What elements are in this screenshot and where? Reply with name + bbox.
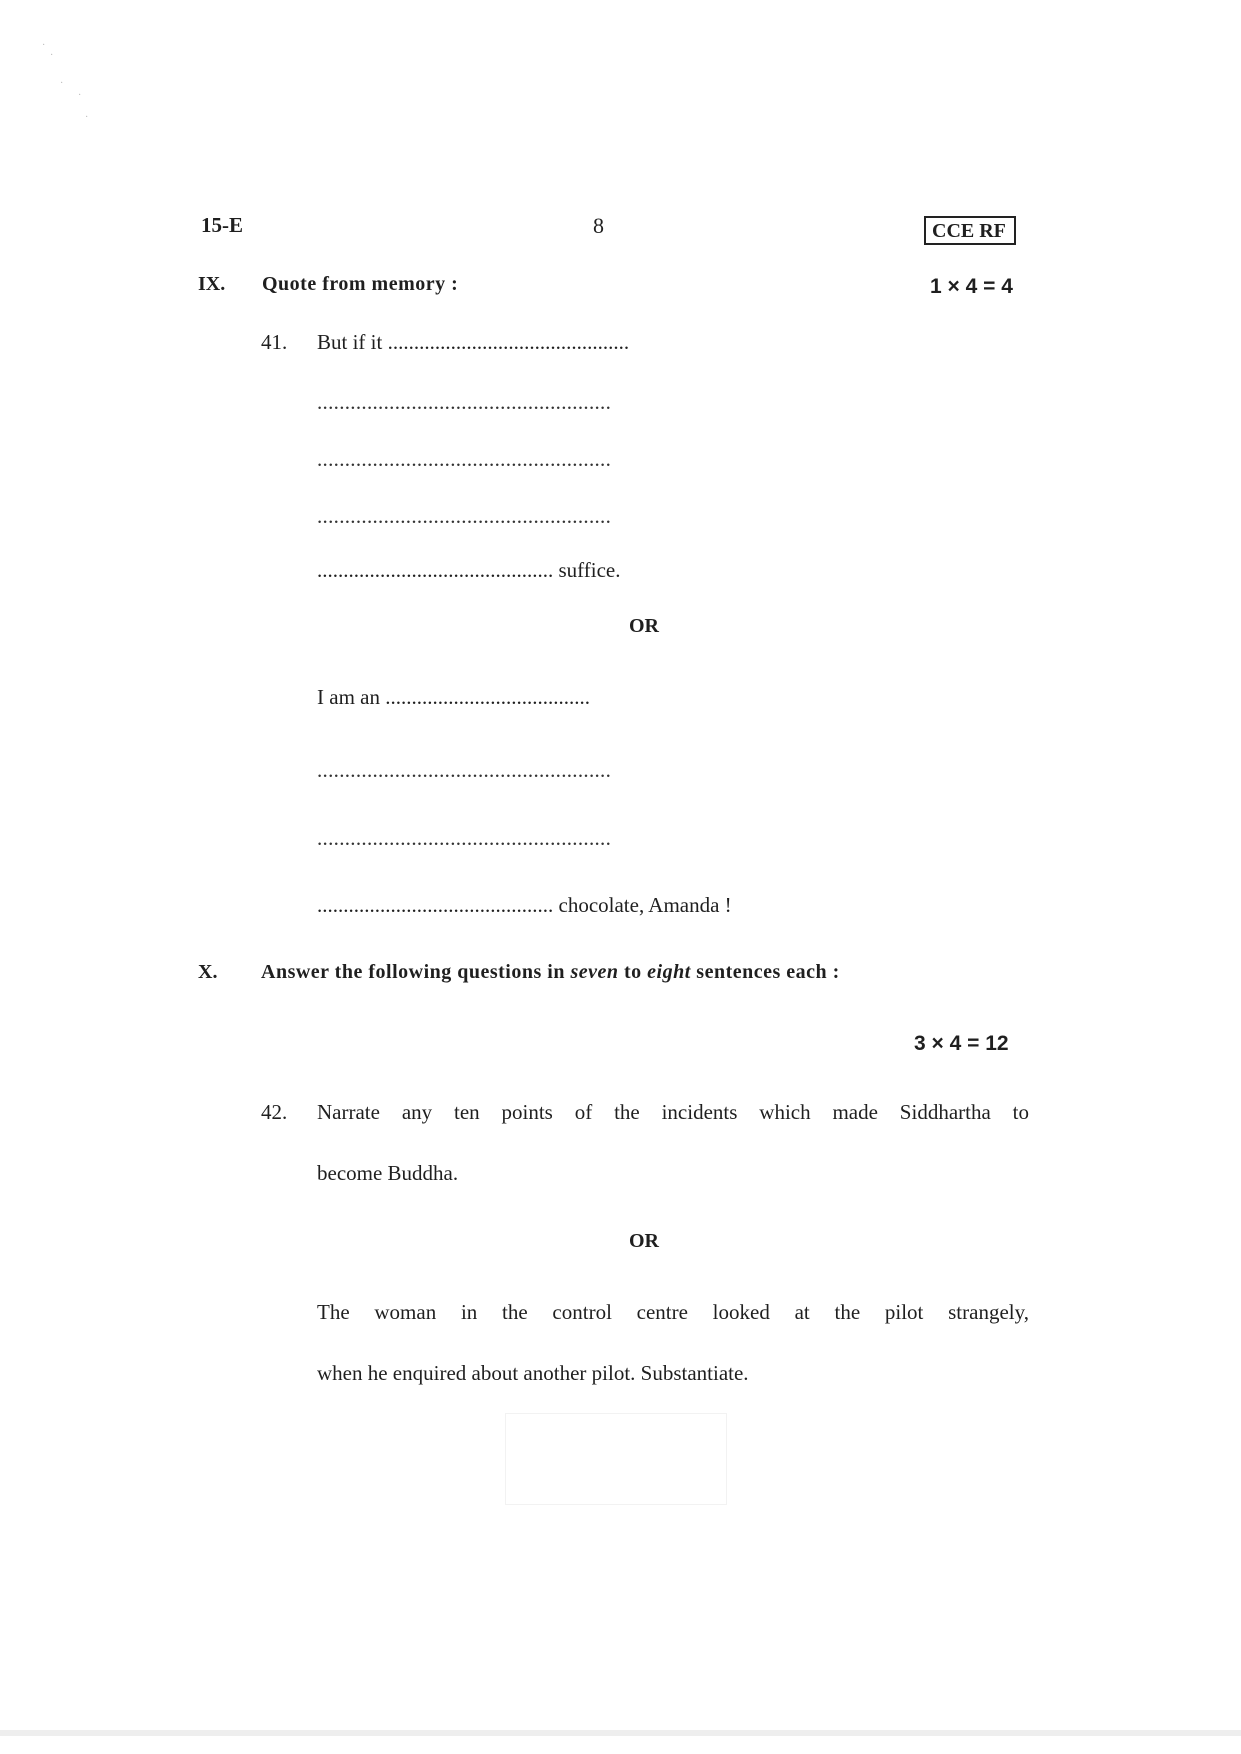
q41-alt-line-2: ..................................................... bbox=[317, 758, 612, 782]
scan-bottom-edge bbox=[0, 1730, 1241, 1736]
q41-alt-line-1: I am an ....................................... bbox=[317, 685, 590, 709]
scan-artifact bbox=[505, 1413, 727, 1505]
cce-rf-badge: CCE RF bbox=[924, 216, 1016, 245]
q41-line-3: ..................................................... bbox=[317, 447, 612, 471]
question-42-number: 42. bbox=[261, 1100, 288, 1124]
section-x-title: Answer the following questions in seven to eight sentences each : bbox=[261, 961, 840, 983]
section-ix-title: Quote from memory : bbox=[262, 273, 459, 295]
q41-line-4: ..................................................... bbox=[317, 504, 612, 528]
q41-alt-line-3: ..................................................... bbox=[317, 826, 612, 850]
q42-or-label: OR bbox=[629, 1230, 659, 1252]
q41-line-2: ..................................................... bbox=[317, 390, 612, 414]
q42-text-line-2: become Buddha. bbox=[317, 1161, 459, 1185]
section-ix-marks: 1 × 4 = 4 bbox=[930, 275, 1013, 298]
section-ix-roman: IX. bbox=[198, 273, 226, 295]
q42-alt-text-line-2: when he enquired about another pilot. Substantiate. bbox=[317, 1361, 749, 1385]
section-x-roman: X. bbox=[198, 961, 218, 983]
q41-line-1: But if it .............................................. bbox=[317, 330, 630, 354]
q41-line-5: ............................................. suffice. bbox=[317, 558, 621, 582]
paper-code: 15-E bbox=[201, 213, 243, 237]
q42-text-line-1: Narrate any ten points of the incidents which made Siddhartha to bbox=[317, 1100, 1029, 1124]
page-number: 8 bbox=[593, 213, 604, 238]
scan-specks: · · · · · bbox=[42, 40, 89, 123]
question-41-number: 41. bbox=[261, 330, 288, 354]
q41-or-label: OR bbox=[629, 615, 659, 637]
q41-alt-line-4: ............................................. chocolate, Amanda ! bbox=[317, 893, 732, 917]
q42-alt-text-line-1: The woman in the control centre looked at the pilot strangely, bbox=[317, 1300, 1029, 1324]
section-x-marks: 3 × 4 = 12 bbox=[914, 1032, 1009, 1055]
